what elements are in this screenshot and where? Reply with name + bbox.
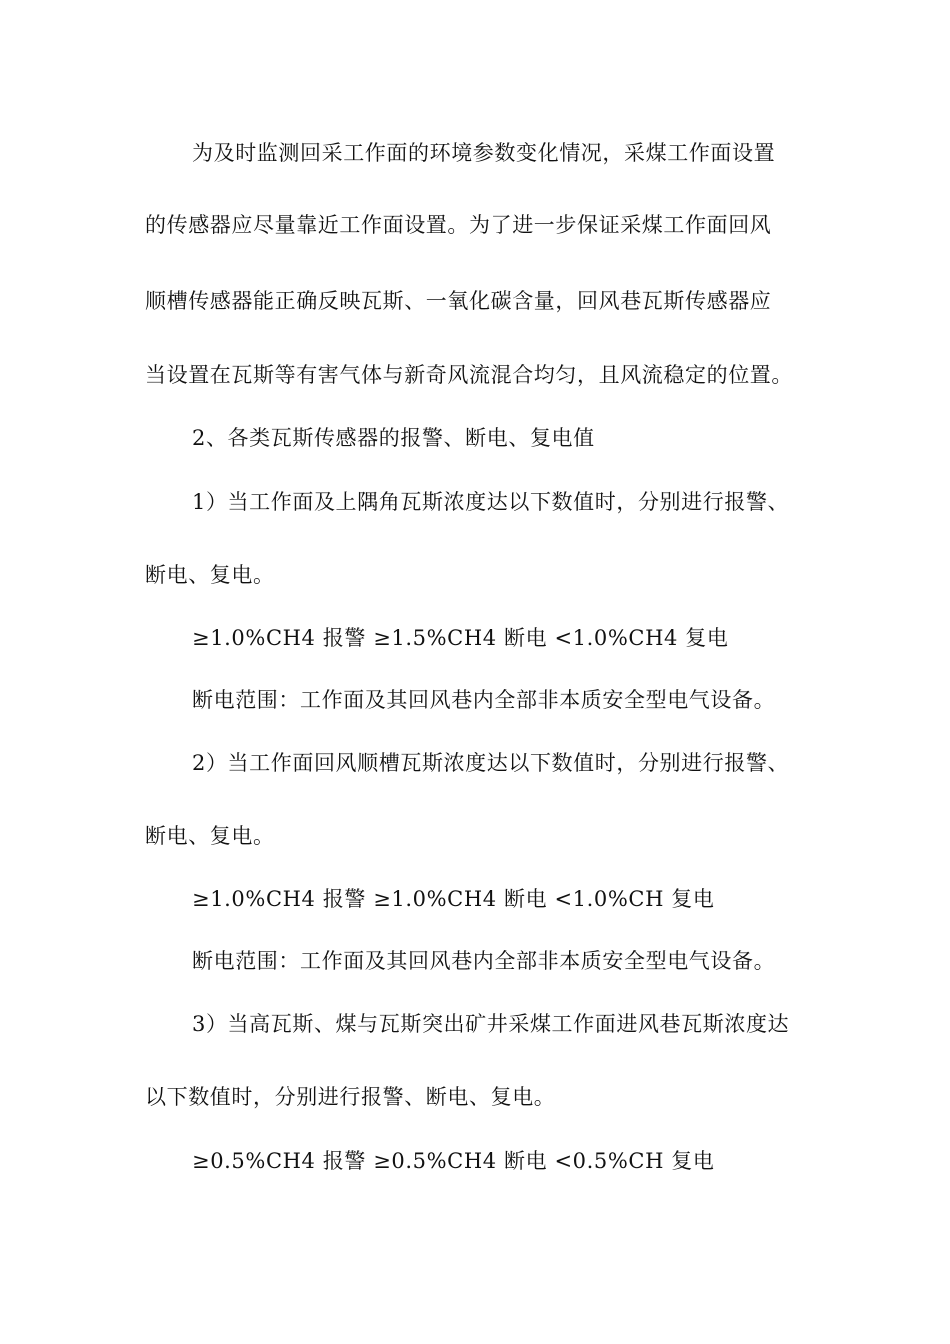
list-item-line: 2）当工作面回风顺槽瓦斯浓度达以下数值时，分别进行报警、 [192, 751, 790, 775]
list-item-line: 1）当工作面及上隅角瓦斯浓度达以下数值时，分别进行报警、 [192, 490, 790, 514]
section-heading: 2、各类瓦斯传感器的报警、断电、复电值 [192, 426, 595, 450]
threshold-line: ≥1.0%CH4 报警 ≥1.5%CH4 断电 <1.0%CH4 复电 [192, 626, 729, 650]
paragraph-line: 顺槽传感器能正确反映瓦斯、一氧化碳含量，回风巷瓦斯传感器应 [145, 289, 772, 313]
threshold-line: ≥0.5%CH4 报警 ≥0.5%CH4 断电 <0.5%CH 复电 [192, 1149, 715, 1173]
paragraph-line: 当设置在瓦斯等有害气体与新奇风流混合均匀，且风流稳定的位置。 [145, 363, 793, 387]
list-item-line: 以下数值时，分别进行报警、断电、复电。 [145, 1085, 556, 1109]
list-item-line: 3）当高瓦斯、煤与瓦斯突出矿井采煤工作面进风巷瓦斯浓度达 [192, 1012, 790, 1036]
list-item-line: 断电、复电。 [145, 563, 275, 587]
paragraph-line: 的传感器应尽量靠近工作面设置。为了进一步保证采煤工作面回风 [145, 213, 772, 237]
power-off-range-line: 断电范围：工作面及其回风巷内全部非本质安全型电气设备。 [192, 688, 776, 712]
threshold-line: ≥1.0%CH4 报警 ≥1.0%CH4 断电 <1.0%CH 复电 [192, 887, 715, 911]
list-item-line: 断电、复电。 [145, 824, 275, 848]
paragraph-line: 为及时监测回采工作面的环境参数变化情况，采煤工作面设置 [192, 141, 776, 165]
power-off-range-line: 断电范围：工作面及其回风巷内全部非本质安全型电气设备。 [192, 949, 776, 973]
